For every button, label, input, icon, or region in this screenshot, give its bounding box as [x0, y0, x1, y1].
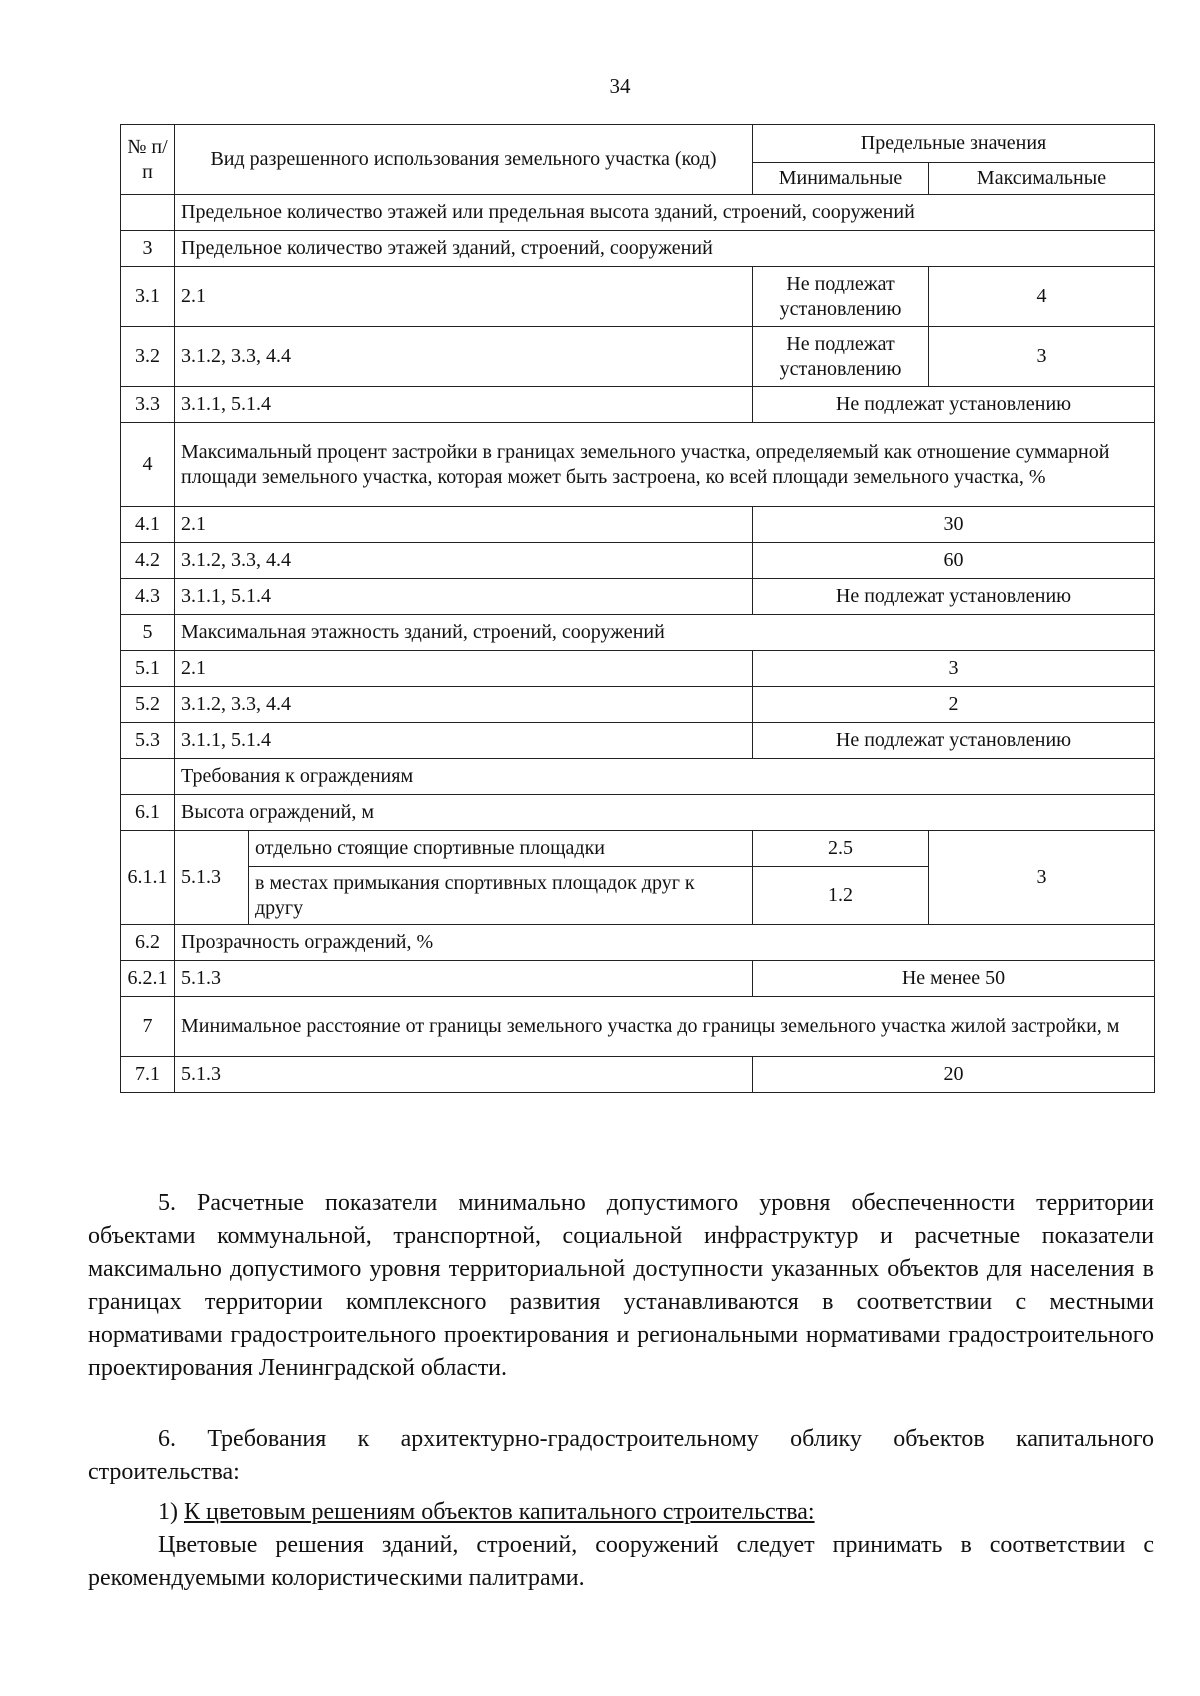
table-row [121, 687, 1155, 723]
row-num: 3.3 [121, 387, 175, 423]
body-text [88, 1187, 1154, 1385]
row-code: 5.1.3 [175, 1057, 753, 1093]
row-text: Высота ограждений, м [175, 795, 1155, 831]
row-code: 2.1 [175, 507, 753, 543]
row-text: Минимальное расстояние от границы земельного участка до границы земельного участка жилой застройки, м [175, 997, 1155, 1057]
row-value: Не подлежат установлению [753, 387, 1155, 423]
row-value: 60 [753, 543, 1155, 579]
paragraph-6-1-text: Цветовые решения зданий, строений, сооружений следует принимать в соответствии с рекомендуемыми колористическими палитрами. [88, 1532, 1154, 1591]
row-num: 5.2 [121, 687, 175, 723]
table-row [121, 997, 1155, 1057]
table-row [121, 925, 1155, 961]
row-code: 2.1 [175, 267, 753, 327]
row-num: 4 [121, 423, 175, 507]
row-code: 5.1.3 [175, 831, 249, 925]
table-row [121, 795, 1155, 831]
row-min: 2.5 [753, 831, 929, 867]
paragraph-5: 5. Расчетные показатели минимально допустимого уровня обеспеченности территории объектами коммунальной, транспортной, социальной инфраструктур и расчетные показатели максимально допустимого уровня территориальной доступности указанных объектов для населения в границах территории комплексного развития устанавливаются в соответствии с местными нормативами градостроительного проектирования и региональными нормативами градостроительного проектирования Ленинградской области. [88, 1190, 1154, 1381]
row-text: Максимальная этажность зданий, строений, сооружений [175, 615, 1155, 651]
row-num: 5.1 [121, 651, 175, 687]
item-title: К цветовым решениям объектов капитального строительства: [184, 1499, 815, 1525]
body-text-3 [88, 1496, 1154, 1595]
row-subtype: в местах примыкания спортивных площадок друг к другу [249, 867, 753, 925]
row-num: 6.2.1 [121, 961, 175, 997]
table-row [121, 579, 1155, 615]
row-num: 4.2 [121, 543, 175, 579]
row-num: 3 [121, 231, 175, 267]
row-num: 5 [121, 615, 175, 651]
paragraph-6: 6. Требования к архитектурно-градостроительному облику объектов капитального строительства: [88, 1426, 1154, 1485]
table-row [121, 507, 1155, 543]
row-max: 3 [929, 831, 1155, 925]
row-code: 3.1.1, 5.1.4 [175, 579, 753, 615]
header-num: № п/п [121, 125, 175, 195]
table-row [121, 651, 1155, 687]
section-fences: Требования к ограждениям [175, 759, 1155, 795]
row-num: 7 [121, 997, 175, 1057]
row-value: 20 [753, 1057, 1155, 1093]
item-number: 1) [158, 1499, 184, 1525]
row-value: Не подлежат установлению [753, 723, 1155, 759]
row-value: Не менее 50 [753, 961, 1155, 997]
row-value: 2 [753, 687, 1155, 723]
paragraph-6-1-heading [88, 1496, 1154, 1529]
row-num: 4.3 [121, 579, 175, 615]
section-row [121, 759, 1155, 795]
section-row [121, 195, 1155, 231]
row-value: 30 [753, 507, 1155, 543]
header-type: Вид разрешенного использования земельного участка (код) [175, 125, 753, 195]
table-row [121, 267, 1155, 327]
row-num: 3.1 [121, 267, 175, 327]
row-code: 3.1.1, 5.1.4 [175, 387, 753, 423]
table-row [121, 231, 1155, 267]
row-text: Предельное количество этажей зданий, строений, сооружений [175, 231, 1155, 267]
row-max: 4 [929, 267, 1155, 327]
row-num: 6.2 [121, 925, 175, 961]
table-row [121, 327, 1155, 387]
row-num: 5.3 [121, 723, 175, 759]
row-code: 3.1.1, 5.1.4 [175, 723, 753, 759]
row-min: Не подлежат установлению [753, 267, 929, 327]
table-row [121, 615, 1155, 651]
row-code: 5.1.3 [175, 961, 753, 997]
row-text: Прозрачность ограждений, % [175, 925, 1155, 961]
row-text: Максимальный процент застройки в границах земельного участка, определяемый как отношение суммарной площади земельного участка, которая может быть застроена, ко всей площади земельного участка, % [175, 423, 1155, 507]
table-row [121, 723, 1155, 759]
limits-table [120, 124, 1155, 1093]
row-min: 1.2 [753, 867, 929, 925]
table-row [121, 423, 1155, 507]
row-num: 7.1 [121, 1057, 175, 1093]
row-num: 6.1 [121, 795, 175, 831]
row-code: 3.1.2, 3.3, 4.4 [175, 687, 753, 723]
empty-cell [121, 195, 175, 231]
row-value: Не подлежат установлению [753, 579, 1155, 615]
row-value: 3 [753, 651, 1155, 687]
row-min: Не подлежат установлению [753, 327, 929, 387]
row-code: 2.1 [175, 651, 753, 687]
row-max: 3 [929, 327, 1155, 387]
row-num: 3.2 [121, 327, 175, 387]
empty-cell [121, 759, 175, 795]
header-row [121, 125, 1155, 163]
table-row [121, 387, 1155, 423]
header-max: Максимальные [929, 163, 1155, 195]
table-row [121, 831, 1155, 867]
header-min: Минимальные [753, 163, 929, 195]
row-code: 3.1.2, 3.3, 4.4 [175, 543, 753, 579]
page-number: 34 [609, 74, 631, 98]
row-num: 4.1 [121, 507, 175, 543]
body-text-2 [88, 1423, 1154, 1489]
section-height: Предельное количество этажей или предельная высота зданий, строений, сооружений [175, 195, 1155, 231]
header-limits: Предельные значения [753, 125, 1155, 163]
row-code: 3.1.2, 3.3, 4.4 [175, 327, 753, 387]
table-row [121, 961, 1155, 997]
row-subtype: отдельно стоящие спортивные площадки [249, 831, 753, 867]
table-row [121, 1057, 1155, 1093]
row-num: 6.1.1 [121, 831, 175, 925]
table-row [121, 543, 1155, 579]
